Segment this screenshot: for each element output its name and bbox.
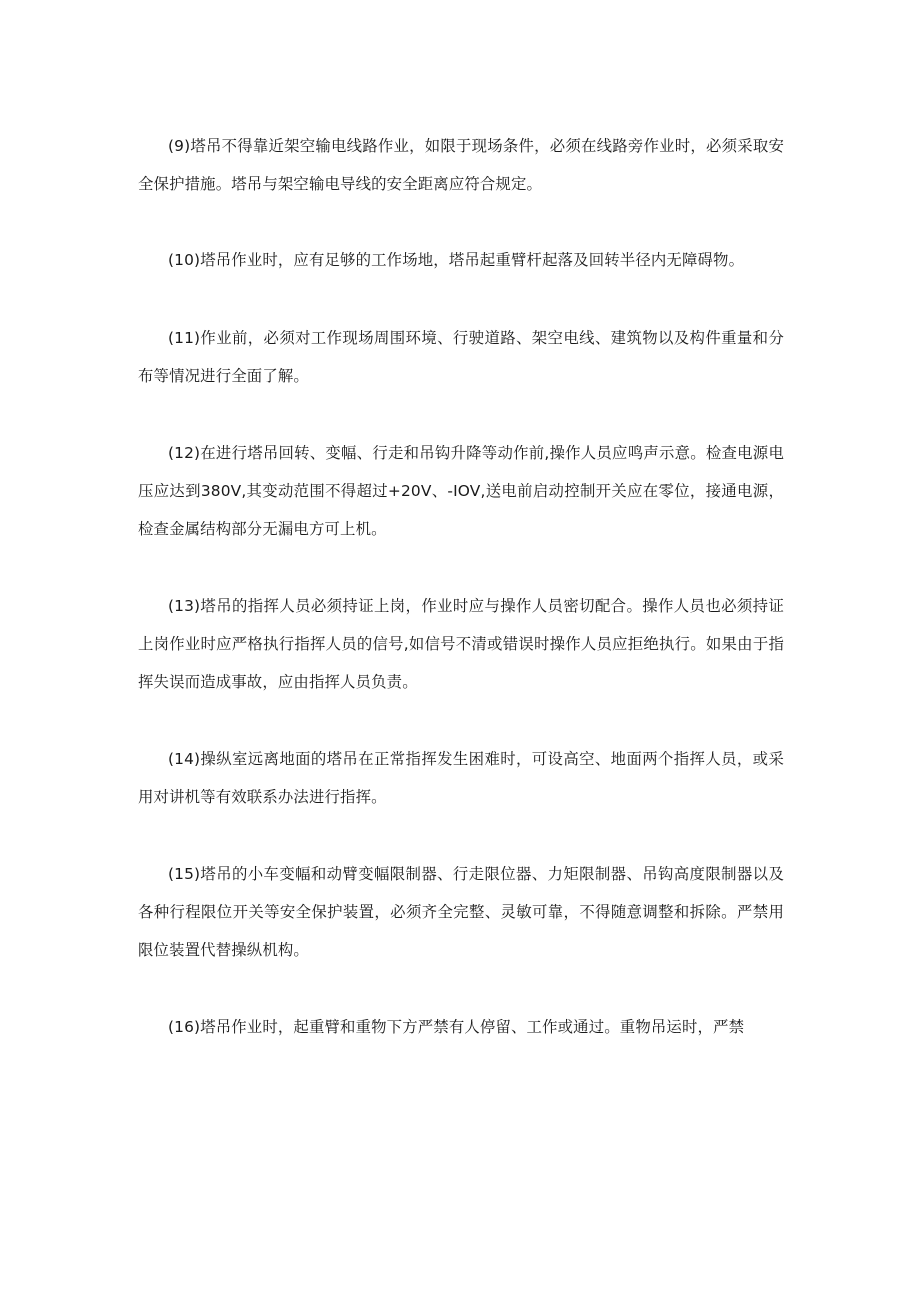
paragraph-13: (13)塔吊的指挥人员必须持证上岗，作业时应与操作人员密切配合。操作人员也必须持证上岗作业时应严格执行指挥人员的信号,如信号不清或错误时操作人员应拒绝执行。如果由于指挥失误而造成事故，应由指挥人员负责。 <box>138 597 784 691</box>
paragraph-14: (14)操纵室远离地面的塔吊在正常指挥发生困难时，可设高空、地面两个指挥人员，或采用对讲机等有效联系办法进行指挥。 <box>138 750 784 806</box>
paragraph-10: (10)塔吊作业时，应有足够的工作场地，塔吊起重臂杆起落及回转半径内无障碍物。 <box>168 251 745 269</box>
paragraph-16: (16)塔吊作业时，起重臂和重物下方严禁有人停留、工作或通过。重物吊运时，严禁 <box>168 1018 745 1036</box>
paragraph-15: (15)塔吊的小车变幅和动臂变幅限制器、行走限位器、力矩限制器、吊钩高度限制器以及各种行程限位开关等安全保护装置，必须齐全完整、灵敏可靠，不得随意调整和拆除。严禁用限位装置代替操纵机构。 <box>138 865 784 959</box>
paragraph-12: (12)在进行塔吊回转、变幅、行走和吊钩升降等动作前,操作人员应鸣声示意。检查电源电压应达到380V,其变动范围不得超过+20V、-IOV,送电前启动控制开关应在零位，接通电源，检查金属结构部分无漏电方可上机。 <box>138 444 784 538</box>
document-body <box>138 127 784 1046</box>
paragraph-11: (11)作业前，必须对工作现场周围环境、行驶道路、架空电线、建筑物以及构件重量和分布等情况进行全面了解。 <box>138 329 784 385</box>
paragraph-9: (9)塔吊不得靠近架空输电线路作业，如限于现场条件，必须在线路旁作业时，必须采取安全保护措施。塔吊与架空输电导线的安全距离应符合规定。 <box>138 137 784 193</box>
